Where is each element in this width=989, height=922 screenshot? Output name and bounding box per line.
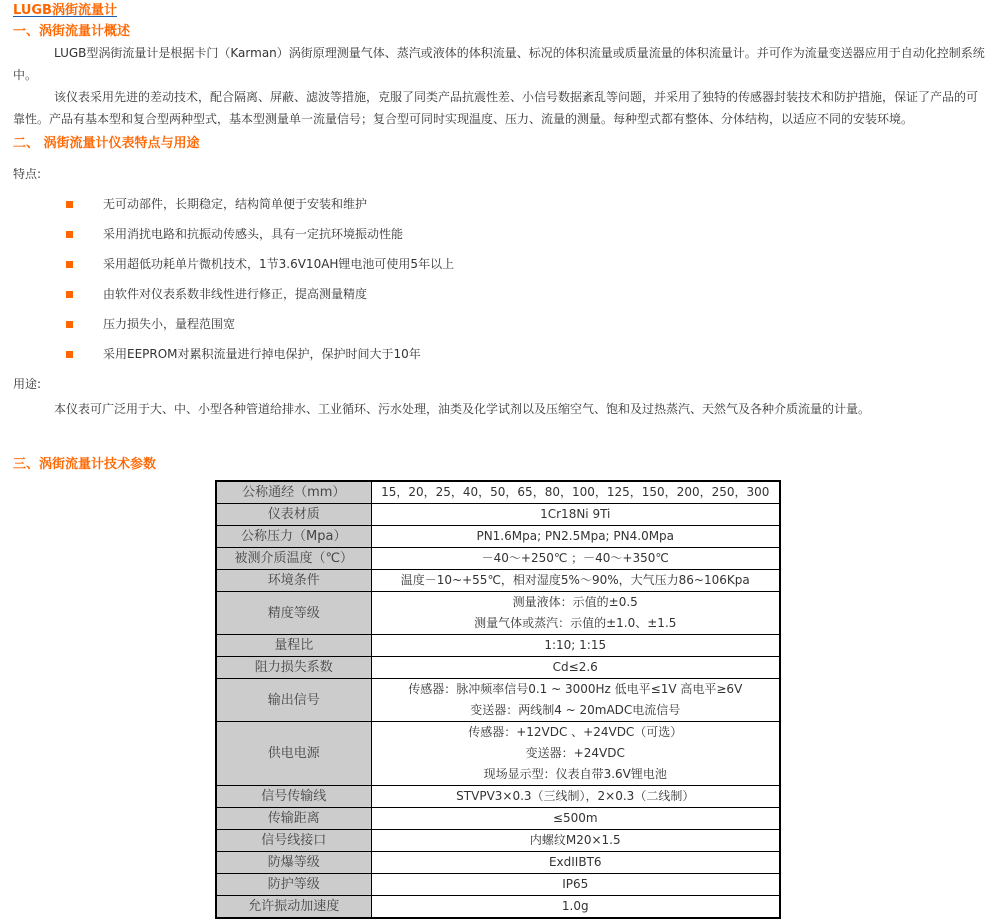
spec-table <box>215 480 781 919</box>
spec-value-line: 温度－10~+55℃，相对湿度5%～90%，大气压力86~106Kpa <box>400 573 750 587</box>
spec-label: 信号传输线 <box>216 786 371 808</box>
page-title-link[interactable]: LUGB涡街流量计 <box>13 3 117 18</box>
spec-label: 阻力损失系数 <box>216 657 371 679</box>
spec-label: 环境条件 <box>216 570 371 592</box>
section-2-heading: 二、 涡街流量计仪表特点与用途 <box>13 136 200 151</box>
spec-value-line: PN1.6Mpa; PN2.5Mpa; PN4.0Mpa <box>476 529 675 543</box>
spec-label: 被测介质温度（℃） <box>216 548 371 570</box>
square-bullet-icon <box>66 261 73 268</box>
spec-value <box>371 657 780 679</box>
spec-value <box>371 481 780 504</box>
spec-value <box>371 592 780 635</box>
spec-value-line: 15，20，25，40，50，65，80，100，125，150，200，250，300 <box>381 485 770 499</box>
square-bullet-icon <box>66 231 73 238</box>
spec-value <box>371 635 780 657</box>
spec-label: 精度等级 <box>216 592 371 635</box>
square-bullet-icon <box>66 321 73 328</box>
feature-item: 无可动部件，长期稳定，结构简单便于安装和维护 <box>66 196 73 212</box>
spec-row <box>216 592 780 635</box>
spec-row <box>216 657 780 679</box>
spec-value-line: 变送器：两线制4 ~ 20mADC电流信号 <box>470 703 681 717</box>
spec-value <box>371 679 780 722</box>
spec-value <box>371 830 780 852</box>
spec-value-line: 传感器：+12VDC 、+24VDC（可选） <box>468 725 683 739</box>
spec-label: 防爆等级 <box>216 852 371 874</box>
spec-label: 信号线接口 <box>216 830 371 852</box>
usage-label: 用途: <box>13 377 42 391</box>
spec-label: 供电电源 <box>216 722 371 786</box>
spec-value <box>371 548 780 570</box>
spec-label: 量程比 <box>216 635 371 657</box>
feature-item: 压力损失小，量程范围宽 <box>66 316 73 332</box>
spec-row <box>216 481 780 504</box>
spec-label: 传输距离 <box>216 808 371 830</box>
feature-item: 采用EEPROM对累积流量进行掉电保护，保护时间大于10年 <box>66 346 73 362</box>
spec-value-line: 1Cr18Ni 9Ti <box>540 507 611 521</box>
spec-value-line: 1.0g <box>561 899 589 913</box>
spec-value-line: 1:10; 1:15 <box>544 638 607 652</box>
spec-label: 仪表材质 <box>216 504 371 526</box>
section-3-heading: 三、涡街流量计技术参数 <box>13 457 157 472</box>
features-label: 特点: <box>13 167 42 181</box>
spec-value <box>371 570 780 592</box>
spec-value-line: STVPV3×0.3（三线制），2×0.3（二线制） <box>456 789 695 803</box>
spec-value <box>371 526 780 548</box>
spec-value-line: 现场显示型：仪表自带3.6V锂电池 <box>483 767 667 781</box>
spec-value-line: Cd≤2.6 <box>552 660 598 674</box>
spec-value-line: 传感器：脉冲频率信号0.1 ~ 3000Hz 低电平≤1V 高电平≥6V <box>408 682 743 696</box>
spec-value-line: ExdIIBT6 <box>548 855 602 869</box>
spec-row <box>216 786 780 808</box>
spec-value-line: ≤500m <box>552 811 598 825</box>
spec-label: 公称压力（Mpa） <box>216 526 371 548</box>
square-bullet-icon <box>66 291 73 298</box>
spec-value-line: 变送器：+24VDC <box>525 746 625 760</box>
overview-paragraph-1-line-2: 中。 <box>13 68 38 82</box>
spec-value-line: 测量液体：示值的±0.5 <box>512 595 638 609</box>
spec-value <box>371 808 780 830</box>
spec-label: 公称通经（mm） <box>216 481 371 504</box>
spec-row <box>216 679 780 722</box>
feature-item: 采用消扰电路和抗振动传感头，具有一定抗环境振动性能 <box>66 226 73 242</box>
spec-value <box>371 786 780 808</box>
spec-value <box>371 852 780 874</box>
spec-row <box>216 570 780 592</box>
spec-row <box>216 830 780 852</box>
usage-text: 本仪表可广泛用于大、中、小型各种管道给排水、工业循环、污水处理，油类及化学试剂以及压缩空气、饱和及过热蒸汽、天然气及各种介质流量的计量。 <box>54 402 871 416</box>
spec-label: 防护等级 <box>216 874 371 896</box>
spec-label: 允许振动加速度 <box>216 896 371 919</box>
spec-value-line: －40～+250℃ ；－40～+350℃ <box>481 551 669 565</box>
spec-value <box>371 874 780 896</box>
square-bullet-icon <box>66 201 73 208</box>
spec-row <box>216 722 780 786</box>
section-1-heading: 一、涡街流量计概述 <box>13 24 131 39</box>
overview-paragraph-2-line-1: 该仪表采用先进的差动技术，配合隔离、屏蔽、滤波等措施，克服了同类产品抗震性差、小信号数据紊乱等问题，并采用了独特的传感器封装技术和防护措施，保证了产品的可 <box>54 90 979 104</box>
feature-item: 采用超低功耗单片微机技术，1节3.6V10AH锂电池可使用5年以上 <box>66 256 73 272</box>
spec-row <box>216 852 780 874</box>
overview-paragraph-2-line-2: 靠性。产品有基本型和复合型两种型式，基本型测量单一流量信号；复合型可同时实现温度、压力、流量的测量。每种型式都有整体、分体结构，以适应不同的安装环境。 <box>13 112 914 126</box>
spec-row <box>216 808 780 830</box>
spec-row <box>216 504 780 526</box>
spec-value <box>371 896 780 919</box>
overview-paragraph-1-line-1: LUGB型涡街流量计是根据卡门（Karman）涡街原理测量气体、蒸汽或液体的体积流量、标况的体积流量或质量流量的体积流量计。并可作为流量变送器应用于自动化控制系统 <box>54 46 985 60</box>
spec-row <box>216 896 780 919</box>
spec-label: 输出信号 <box>216 679 371 722</box>
spec-value-line: 内螺纹M20×1.5 <box>529 833 621 847</box>
feature-item: 由软件对仪表系数非线性进行修正，提高测量精度 <box>66 286 73 302</box>
spec-row <box>216 526 780 548</box>
spec-value <box>371 504 780 526</box>
spec-row <box>216 635 780 657</box>
spec-row <box>216 874 780 896</box>
spec-value-line: 测量气体或蒸汽：示值的±1.0、±1.5 <box>474 616 677 630</box>
spec-value-line: IP65 <box>562 877 589 891</box>
spec-row <box>216 548 780 570</box>
square-bullet-icon <box>66 351 73 358</box>
spec-value <box>371 722 780 786</box>
